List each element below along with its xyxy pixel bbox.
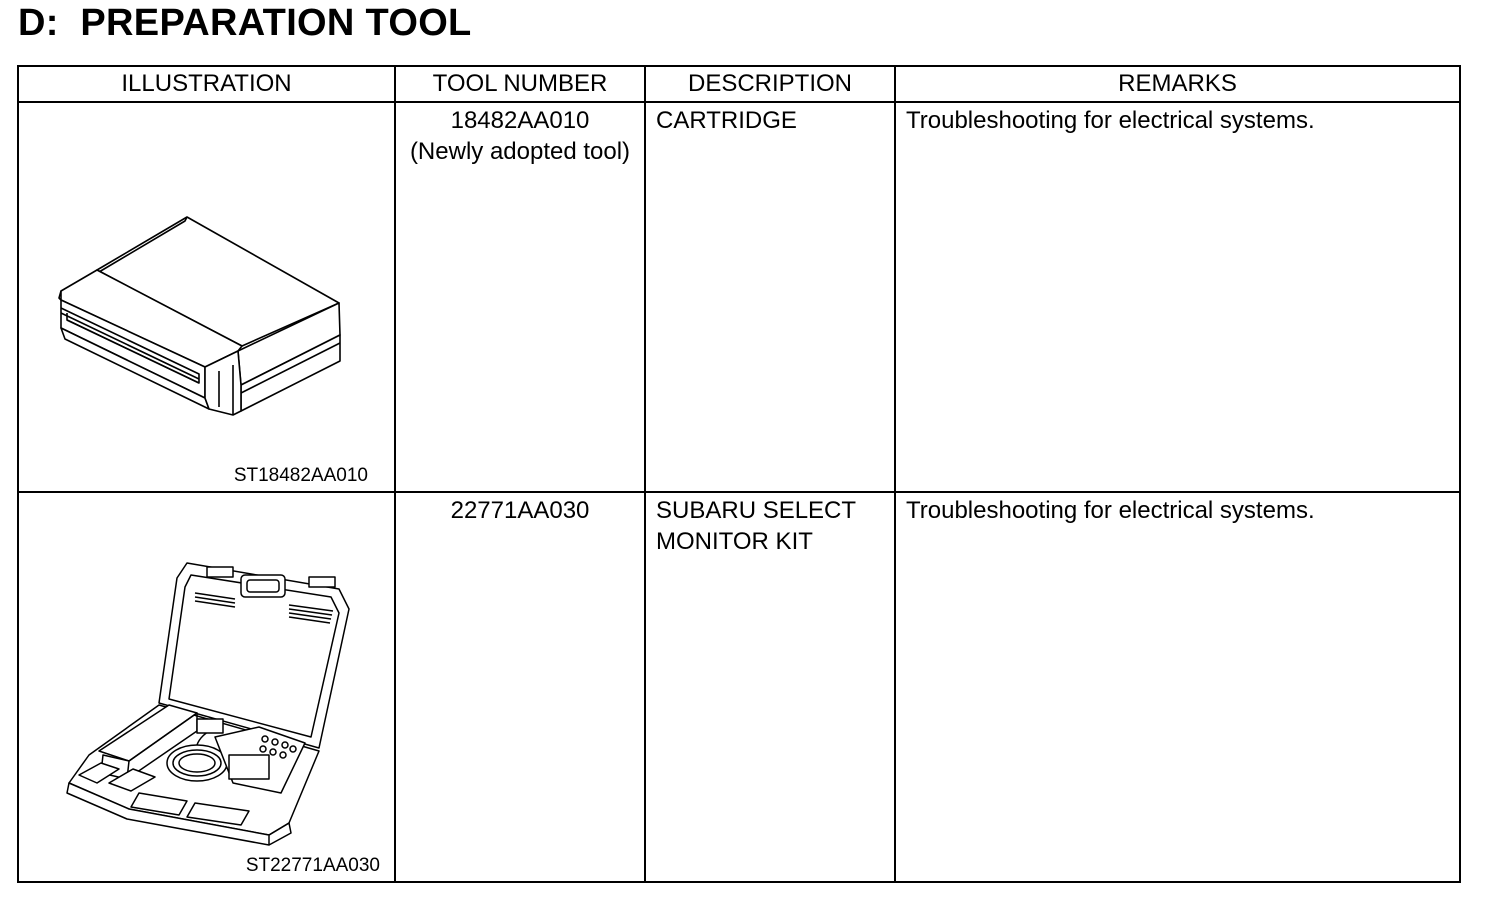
header-description: DESCRIPTION <box>645 66 895 102</box>
header-remarks: REMARKS <box>895 66 1460 102</box>
header-illustration: ILLUSTRATION <box>18 66 395 102</box>
remarks-cell <box>895 102 1460 492</box>
table-row <box>18 102 1460 492</box>
monitor-kit-case-illustration-icon <box>19 493 396 881</box>
illustration-cell <box>18 492 395 882</box>
header-tool-number: TOOL NUMBER <box>395 66 645 102</box>
description-text: MONITOR KIT <box>656 528 813 555</box>
tool-note: (Newly adopted tool) <box>409 138 631 165</box>
remarks-text: Troubleshooting for electrical systems. <box>906 107 1315 134</box>
remarks-cell <box>895 492 1460 882</box>
remarks-text: Troubleshooting for electrical systems. <box>906 497 1315 524</box>
tool-number-cell <box>395 492 645 882</box>
table-row <box>18 492 1460 882</box>
description-text: SUBARU SELECT <box>656 497 857 524</box>
tool-number-cell <box>395 102 645 492</box>
preparation-tool-table <box>17 65 1461 883</box>
illustration-caption: ST18482AA010 <box>233 465 368 486</box>
tool-number: 22771AA030 <box>450 497 590 524</box>
description-cell <box>645 102 895 492</box>
table-header-row <box>18 66 1460 102</box>
illustration-caption: ST22771AA030 <box>245 855 380 876</box>
cartridge-illustration-icon <box>19 103 396 491</box>
description-text: CARTRIDGE <box>656 107 797 134</box>
section-title: D: PREPARATION TOOL <box>18 2 472 44</box>
description-cell <box>645 492 895 882</box>
illustration-cell <box>18 102 395 492</box>
tool-number: 18482AA010 <box>450 107 590 134</box>
